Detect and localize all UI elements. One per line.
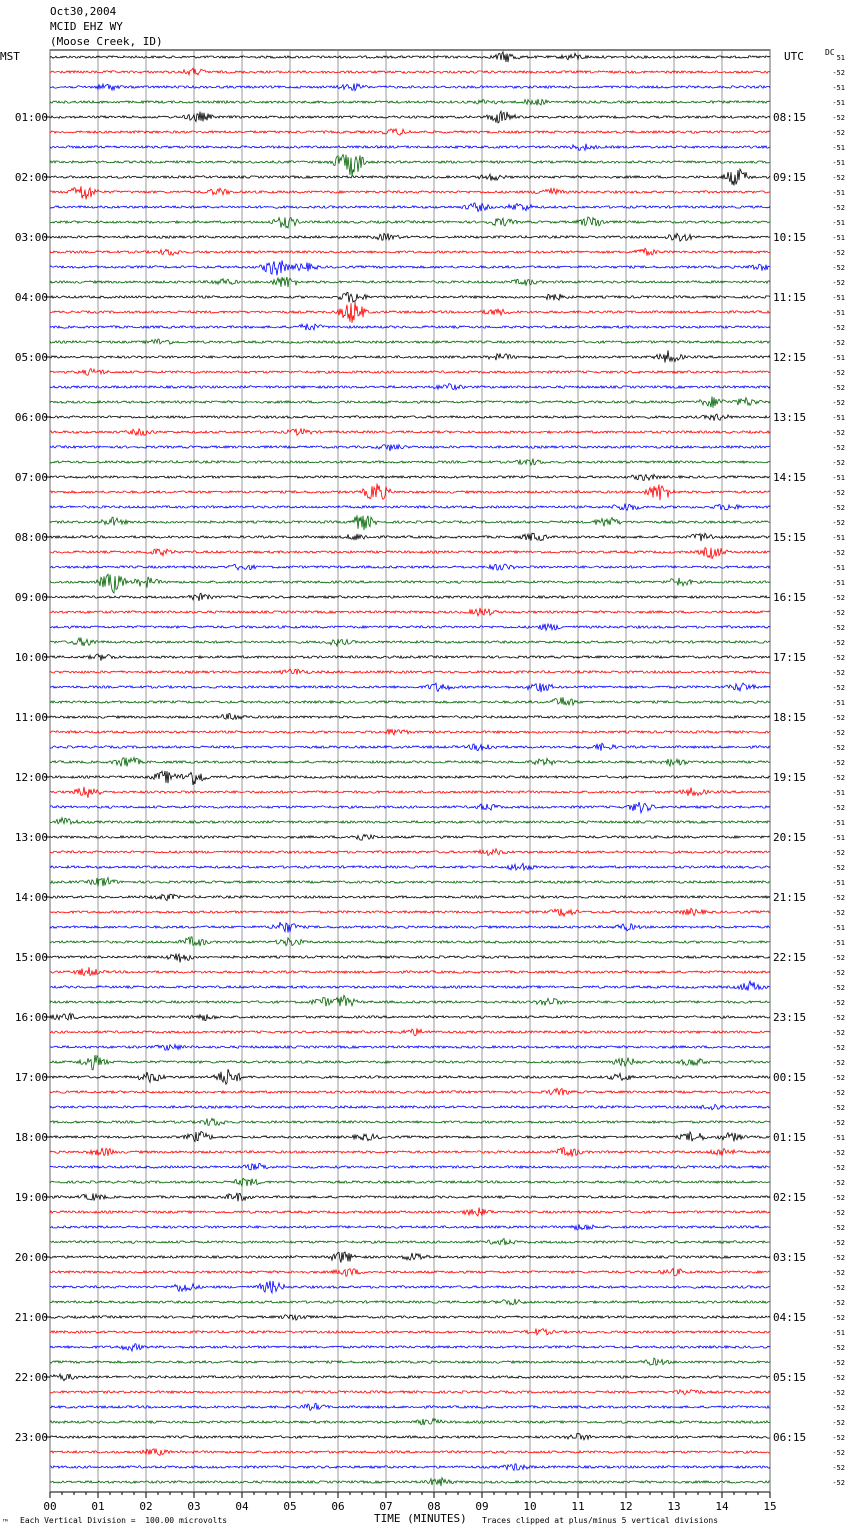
seismic-trace xyxy=(50,1118,770,1125)
utc-hour-label: 03:15 xyxy=(773,1251,807,1264)
seismic-trace xyxy=(50,84,770,91)
utc-hour-label: 11:15 xyxy=(773,291,807,304)
seismic-trace xyxy=(50,384,770,390)
seismic-trace xyxy=(50,608,770,616)
seismic-trace xyxy=(50,683,770,692)
utc-hour-label: 08:15 xyxy=(773,111,807,124)
mst-hour-label: 15:00 xyxy=(14,951,48,964)
seismic-trace xyxy=(50,818,770,824)
dc-offset-label: -52 xyxy=(832,1179,845,1187)
mst-hour-label: 11:00 xyxy=(14,711,48,724)
utc-hour-label: 21:15 xyxy=(773,891,807,904)
dc-offset-label: -52 xyxy=(832,684,845,692)
mst-hour-label: 10:00 xyxy=(14,651,48,664)
dc-offset-label: -52 xyxy=(832,444,845,452)
utc-hour-label: 16:15 xyxy=(773,591,807,604)
corner-mark: ™ xyxy=(3,1518,8,1527)
seismic-trace xyxy=(50,878,770,887)
x-tick-label: 04 xyxy=(235,1500,249,1513)
seismic-trace xyxy=(50,1478,770,1486)
dc-offset-label: -52 xyxy=(832,864,845,872)
seismic-trace xyxy=(50,697,770,705)
seismic-trace xyxy=(50,396,770,407)
seismic-trace xyxy=(50,1390,770,1395)
utc-hour-label: 14:15 xyxy=(773,471,807,484)
dc-offset-label: -52 xyxy=(832,324,845,332)
x-tick-label: 08 xyxy=(427,1500,441,1513)
x-tick-label: 13 xyxy=(667,1500,681,1513)
seismic-trace xyxy=(50,99,770,105)
mst-hour-label: 08:00 xyxy=(14,531,48,544)
dc-offset-label: -52 xyxy=(832,1254,845,1262)
dc-offset-label: -52 xyxy=(832,1044,845,1052)
dc-offset-label: -52 xyxy=(832,459,845,467)
seismic-trace xyxy=(50,233,770,241)
dc-offset-label: -51 xyxy=(832,219,845,227)
seismic-trace xyxy=(50,1104,770,1110)
seismic-trace xyxy=(50,1419,770,1425)
seismic-trace xyxy=(50,292,770,302)
seismic-trace xyxy=(50,922,770,933)
dc-offset-label: -52 xyxy=(832,1149,845,1157)
dc-offset-label: -52 xyxy=(832,1119,845,1127)
dc-offset-title: DC xyxy=(825,48,835,57)
x-tick-label: 00 xyxy=(43,1500,57,1513)
seismic-trace xyxy=(50,1449,770,1456)
dc-offset-label: -51 xyxy=(832,564,845,572)
seismic-trace xyxy=(50,1252,770,1263)
dc-offset-label: -51 xyxy=(832,84,845,92)
dc-offset-label: -52 xyxy=(832,369,845,377)
dc-offset-label: -51 xyxy=(832,354,845,362)
seismic-trace xyxy=(50,1403,770,1410)
dc-offset-label: -52 xyxy=(832,1299,845,1307)
dc-offset-label: -51 xyxy=(832,939,845,947)
dc-offset-label: -52 xyxy=(832,489,845,497)
mst-hour-label: 23:00 xyxy=(14,1431,48,1444)
seismic-trace xyxy=(50,533,770,541)
seismic-trace xyxy=(50,654,770,661)
dc-offset-label: -52 xyxy=(832,1314,845,1322)
seismic-trace xyxy=(50,1163,770,1170)
seismic-trace xyxy=(50,834,770,840)
dc-offset-label: -52 xyxy=(832,669,845,677)
dc-offset-label: -51 xyxy=(832,819,845,827)
seismic-trace xyxy=(50,339,770,344)
mst-hour-label: 04:00 xyxy=(14,291,48,304)
seismic-trace xyxy=(50,954,770,963)
utc-hour-label: 02:15 xyxy=(773,1191,807,1204)
dc-offset-label: -52 xyxy=(832,1074,845,1082)
seismic-trace xyxy=(50,1329,770,1335)
dc-offset-label: -51 xyxy=(832,1134,845,1142)
seismic-trace xyxy=(50,260,770,275)
mst-hour-label: 06:00 xyxy=(14,411,48,424)
dc-offset-label: -52 xyxy=(832,1419,845,1427)
dc-offset-label: -51 xyxy=(832,189,845,197)
x-tick-label: 02 xyxy=(139,1500,153,1513)
mst-hour-label: 13:00 xyxy=(14,831,48,844)
seismic-trace xyxy=(50,369,770,376)
utc-hour-label: 01:15 xyxy=(773,1131,807,1144)
seismic-trace xyxy=(50,1028,770,1036)
seismic-trace xyxy=(50,937,770,946)
dc-offset-label: -52 xyxy=(832,1449,845,1457)
mst-hour-label: 19:00 xyxy=(14,1191,48,1204)
x-tick-label: 05 xyxy=(283,1500,297,1513)
dc-offset-label: -52 xyxy=(832,759,845,767)
dc-offset-label: -52 xyxy=(832,804,845,812)
utc-hour-label: 23:15 xyxy=(773,1011,807,1024)
seismic-trace xyxy=(50,1374,770,1381)
mst-hour-label: 09:00 xyxy=(14,591,48,604)
dc-offset-label: -51 xyxy=(832,159,845,167)
mst-axis-title: MST xyxy=(0,50,20,63)
mst-hour-label: 07:00 xyxy=(14,471,48,484)
dc-offset-label: -52 xyxy=(832,114,845,122)
seismic-trace xyxy=(50,52,770,62)
dc-offset-label: -52 xyxy=(832,384,845,392)
x-tick-label: 07 xyxy=(379,1500,393,1513)
seismic-trace xyxy=(50,474,770,480)
seismic-trace xyxy=(50,129,770,135)
dc-offset-label: -52 xyxy=(832,1194,845,1202)
dc-offset-label: -52 xyxy=(832,744,845,752)
seismic-trace xyxy=(50,967,770,975)
seismic-trace xyxy=(50,1315,770,1320)
x-tick-label: 10 xyxy=(523,1500,537,1513)
seismic-trace xyxy=(50,1045,770,1051)
utc-hour-label: 06:15 xyxy=(773,1431,807,1444)
seismic-trace xyxy=(50,1268,770,1276)
seismic-trace xyxy=(50,1358,770,1365)
mst-hour-label: 17:00 xyxy=(14,1071,48,1084)
seismic-trace xyxy=(50,144,770,151)
seismic-trace xyxy=(50,894,770,900)
seismic-trace xyxy=(50,1148,770,1157)
dc-offset-label: -51 xyxy=(832,414,845,422)
seismic-trace xyxy=(50,743,770,751)
x-tick-label: 15 xyxy=(763,1500,777,1513)
x-tick-label: 09 xyxy=(475,1500,489,1513)
mst-hour-label: 20:00 xyxy=(14,1251,48,1264)
seismic-trace xyxy=(50,669,770,675)
seismic-trace xyxy=(50,277,770,287)
dc-offset-label: -51 xyxy=(832,144,845,152)
seismic-trace xyxy=(50,68,770,75)
mst-hour-label: 18:00 xyxy=(14,1131,48,1144)
seismic-trace xyxy=(50,1464,770,1471)
dc-offset-label: -52 xyxy=(832,1104,845,1112)
seismic-trace xyxy=(50,1055,770,1070)
dc-offset-label: -52 xyxy=(832,1059,845,1067)
dc-offset-label: 51 xyxy=(836,54,845,62)
dc-offset-label: -52 xyxy=(832,1344,845,1352)
dc-offset-label: -52 xyxy=(832,909,845,917)
mst-hour-label: 21:00 xyxy=(14,1311,48,1324)
utc-hour-label: 04:15 xyxy=(773,1311,807,1324)
mst-hour-label: 12:00 xyxy=(14,771,48,784)
dc-offset-label: -52 xyxy=(832,429,845,437)
dc-offset-label: -51 xyxy=(832,789,845,797)
seismic-trace xyxy=(50,155,770,176)
utc-hour-label: 00:15 xyxy=(773,1071,807,1084)
utc-hour-label: 18:15 xyxy=(773,711,807,724)
seismic-trace xyxy=(50,995,770,1006)
seismic-trace xyxy=(50,638,770,647)
seismic-trace xyxy=(50,771,770,785)
seismic-trace xyxy=(50,1299,770,1305)
utc-hour-label: 20:15 xyxy=(773,831,807,844)
seismic-trace xyxy=(50,350,770,362)
dc-offset-label: -51 xyxy=(832,234,845,242)
seismic-trace xyxy=(50,459,770,465)
clip-note: Traces clipped at plus/minus 5 vertical divisions xyxy=(482,1516,719,1525)
dc-offset-label: -52 xyxy=(832,1389,845,1397)
seismic-trace xyxy=(50,908,770,916)
mst-hour-label: 05:00 xyxy=(14,351,48,364)
dc-offset-label: -52 xyxy=(832,624,845,632)
dc-offset-label: -52 xyxy=(832,729,845,737)
seismic-trace xyxy=(50,564,770,570)
dc-offset-label: -52 xyxy=(832,264,845,272)
mst-hour-label: 16:00 xyxy=(14,1011,48,1024)
utc-hour-label: 05:15 xyxy=(773,1371,807,1384)
dc-offset-label: -51 xyxy=(832,579,845,587)
dc-offset-label: -52 xyxy=(832,654,845,662)
dc-offset-label: -52 xyxy=(832,774,845,782)
utc-hour-label: 19:15 xyxy=(773,771,807,784)
dc-offset-label: -52 xyxy=(832,1284,845,1292)
dc-offset-label: -51 xyxy=(832,534,845,542)
seismic-trace xyxy=(50,1193,770,1202)
dc-offset-label: -52 xyxy=(832,204,845,212)
utc-hour-label: 22:15 xyxy=(773,951,807,964)
station-location: (Moose Creek, ID) xyxy=(50,35,163,48)
utc-hour-label: 13:15 xyxy=(773,411,807,424)
dc-offset-label: -52 xyxy=(832,1359,845,1367)
dc-offset-label: -52 xyxy=(832,1434,845,1442)
dc-offset-label: -52 xyxy=(832,1479,845,1487)
dc-offset-label: -52 xyxy=(832,1014,845,1022)
dc-offset-label: -52 xyxy=(832,129,845,137)
seismic-trace xyxy=(50,1088,770,1095)
seismic-trace xyxy=(50,1281,770,1293)
dc-offset-label: -51 xyxy=(832,309,845,317)
mst-hour-label: 02:00 xyxy=(14,171,48,184)
dc-offset-label: -52 xyxy=(832,1404,845,1412)
utc-hour-label: 09:15 xyxy=(773,171,807,184)
mst-hour-label: 22:00 xyxy=(14,1371,48,1384)
seismic-trace xyxy=(50,1225,770,1230)
mst-hour-label: 14:00 xyxy=(14,891,48,904)
seismic-trace xyxy=(50,414,770,421)
dc-offset-label: -52 xyxy=(832,174,845,182)
utc-hour-label: 10:15 xyxy=(773,231,807,244)
plot-frame xyxy=(50,50,770,1492)
seismic-trace xyxy=(50,981,770,991)
seismic-trace xyxy=(50,248,770,256)
seismic-trace xyxy=(50,548,770,559)
seismic-trace xyxy=(50,504,770,511)
dc-offset-label: -52 xyxy=(832,999,845,1007)
x-axis-title: TIME (MINUTES) xyxy=(374,1512,467,1525)
station-code: MCID EHZ WY xyxy=(50,20,123,33)
seismic-trace xyxy=(50,787,770,798)
seismic-trace xyxy=(50,574,770,593)
seismic-trace xyxy=(50,515,770,530)
seismic-trace xyxy=(50,1433,770,1439)
dc-offset-label: -52 xyxy=(832,339,845,347)
seismic-trace xyxy=(50,217,770,228)
seismic-trace xyxy=(50,729,770,735)
dc-offset-label: -51 xyxy=(832,1329,845,1337)
seismic-trace xyxy=(50,1344,770,1351)
utc-hour-label: 17:15 xyxy=(773,651,807,664)
x-tick-label: 01 xyxy=(91,1500,105,1513)
plot-date: Oct30,2004 xyxy=(50,5,117,18)
dc-offset-label: -52 xyxy=(832,594,845,602)
seismic-trace xyxy=(50,863,770,870)
seismic-trace xyxy=(50,484,770,501)
mst-hour-label: 03:00 xyxy=(14,231,48,244)
seismic-trace xyxy=(50,1239,770,1246)
dc-offset-label: -52 xyxy=(832,714,845,722)
dc-offset-label: -52 xyxy=(832,504,845,512)
seismic-trace xyxy=(50,111,770,123)
dc-offset-label: -52 xyxy=(832,954,845,962)
seismic-trace xyxy=(50,169,770,185)
dc-offset-label: -52 xyxy=(832,279,845,287)
dc-offset-label: -51 xyxy=(832,879,845,887)
dc-offset-label: -52 xyxy=(832,894,845,902)
dc-offset-label: -52 xyxy=(832,849,845,857)
seismic-trace xyxy=(50,324,770,330)
seismic-trace xyxy=(50,758,770,767)
dc-offset-label: -51 xyxy=(832,294,845,302)
seismic-trace xyxy=(50,593,770,601)
seismic-trace xyxy=(50,186,770,199)
utc-hour-label: 15:15 xyxy=(773,531,807,544)
seismic-trace xyxy=(50,428,770,435)
dc-offset-label: -52 xyxy=(832,1164,845,1172)
x-tick-label: 12 xyxy=(619,1500,633,1513)
dc-offset-label: -52 xyxy=(832,549,845,557)
dc-offset-label: -52 xyxy=(832,1374,845,1382)
vertical-division-note: Each Vertical Division = 100.00 microvolts xyxy=(20,1516,228,1525)
dc-offset-label: -52 xyxy=(832,519,845,527)
seismic-trace xyxy=(50,714,770,720)
x-tick-label: 03 xyxy=(187,1500,201,1513)
dc-offset-label: -52 xyxy=(832,969,845,977)
dc-offset-label: -52 xyxy=(832,1224,845,1232)
dc-offset-label: -51 xyxy=(832,699,845,707)
seismic-trace xyxy=(50,1178,770,1186)
x-tick-label: 14 xyxy=(715,1500,729,1513)
dc-offset-label: -51 xyxy=(832,99,845,107)
dc-offset-label: -51 xyxy=(832,834,845,842)
utc-hour-label: 12:15 xyxy=(773,351,807,364)
x-tick-label: 11 xyxy=(571,1500,585,1513)
dc-offset-label: -52 xyxy=(832,609,845,617)
seismic-trace xyxy=(50,1013,770,1020)
seismic-trace xyxy=(50,624,770,631)
dc-offset-label: -52 xyxy=(832,1089,845,1097)
dc-offset-label: -52 xyxy=(832,69,845,77)
seismic-trace xyxy=(50,1069,770,1084)
dc-offset-label: -51 xyxy=(832,474,845,482)
seismic-trace xyxy=(50,849,770,856)
seismic-trace xyxy=(50,802,770,813)
seismic-trace xyxy=(50,445,770,452)
utc-axis-title: UTC xyxy=(784,50,804,63)
dc-offset-label: -52 xyxy=(832,984,845,992)
mst-hour-label: 01:00 xyxy=(14,111,48,124)
dc-offset-label: -52 xyxy=(832,1239,845,1247)
dc-offset-label: -52 xyxy=(832,249,845,257)
dc-offset-label: -52 xyxy=(832,1209,845,1217)
dc-offset-label: -52 xyxy=(832,1029,845,1037)
dc-offset-label: -51 xyxy=(832,924,845,932)
dc-offset-label: -52 xyxy=(832,1464,845,1472)
dc-offset-label: -52 xyxy=(832,1269,845,1277)
x-tick-label: 06 xyxy=(331,1500,345,1513)
seismic-trace xyxy=(50,203,770,212)
dc-offset-label: -52 xyxy=(832,639,845,647)
seismic-trace xyxy=(50,302,770,323)
seismic-trace xyxy=(50,1208,770,1217)
dc-offset-label: -52 xyxy=(832,399,845,407)
seismic-trace xyxy=(50,1132,770,1142)
